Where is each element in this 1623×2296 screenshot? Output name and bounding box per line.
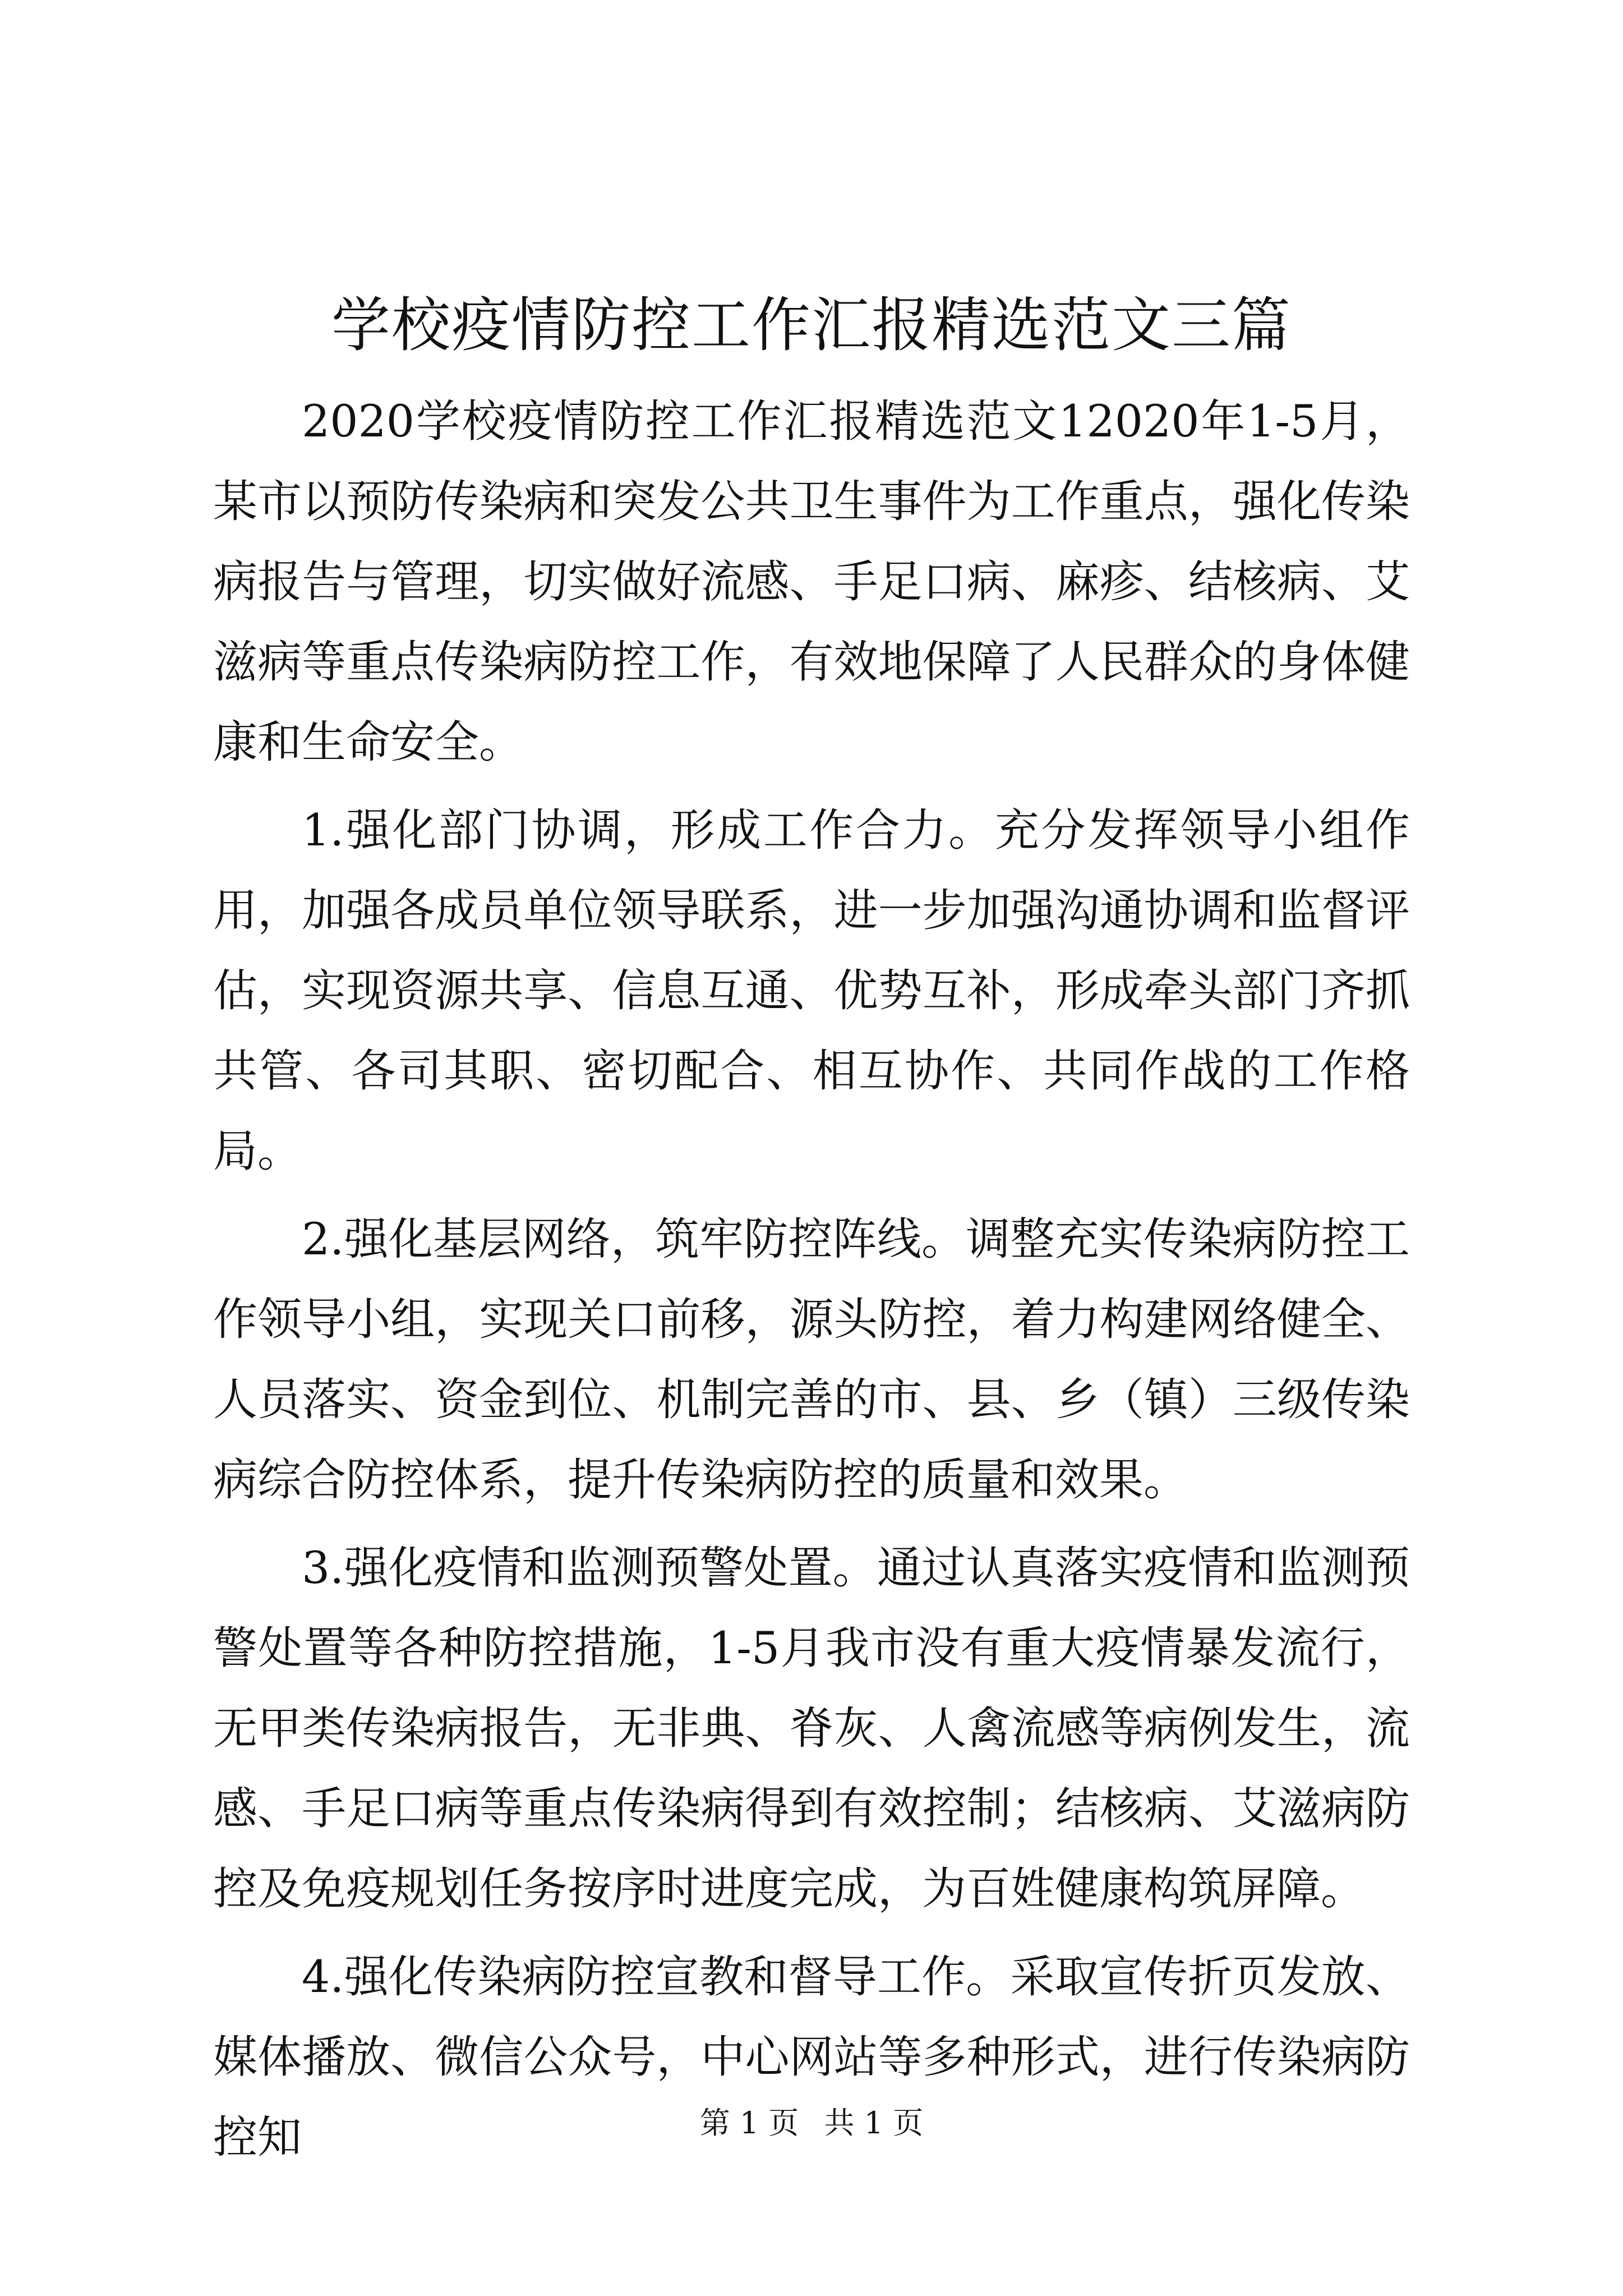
- paragraph-item-1: 1.强化部门协调，形成工作合力。充分发挥领导小组作用，加强各成员单位领导联系，进一步加强沟通协调和监督评估，实现资源共享、信息互通、优势互补，形成牵头部门齐抓共管、各司其职、密切配合、相互协作、共同作战的工作格局。: [213, 804, 1410, 1177]
- page-total: 共 1 页: [824, 2105, 924, 2141]
- paragraph-item-2: 2.强化基层网络，筑牢防控阵线。调整充实传染病防控工作领导小组，实现关口前移，源头防控，着力构建网络健全、人员落实、资金到位、机制完善的市、县、乡（镇）三级传染病综合防控体系，提升传染病防控的质量和效果。: [213, 1213, 1410, 1506]
- paragraph-item-4: 4.强化传染病防控宣教和督导工作。采取宣传折页发放、媒体播放、微信公众号，中心网站等多种形式，进行传染病防控知: [213, 1951, 1410, 2163]
- page-footer: [0, 2101, 1623, 2146]
- paragraph-intro: 2020学校疫情防控工作汇报精选范文12020年1-5月，某市以预防传染病和突发公共卫生事件为工作重点，强化传染病报告与管理，切实做好流感、手足口病、麻疹、结核病、艾滋病等重点传染病防控工作，有效地保障了人民群众的身体健康和生命安全。: [213, 395, 1410, 768]
- page-number: 第 1 页: [699, 2105, 799, 2141]
- document-body: [213, 381, 1410, 2185]
- document-title: 学校疫情防控工作汇报精选范文三篇: [331, 291, 1292, 360]
- paragraph-item-3: 3.强化疫情和监测预警处置。通过认真落实疫情和监测预警处置等各种防控措施，1-5月我市没有重大疫情暴发流行，无甲类传染病报告，无非典、脊灰、人禽流感等病例发生，流感、手足口病等重点传染病得到有效控制；结核病、艾滋病防控及免疫规划任务按序时进度完成，为百姓健康构筑屏障。: [213, 1542, 1410, 1915]
